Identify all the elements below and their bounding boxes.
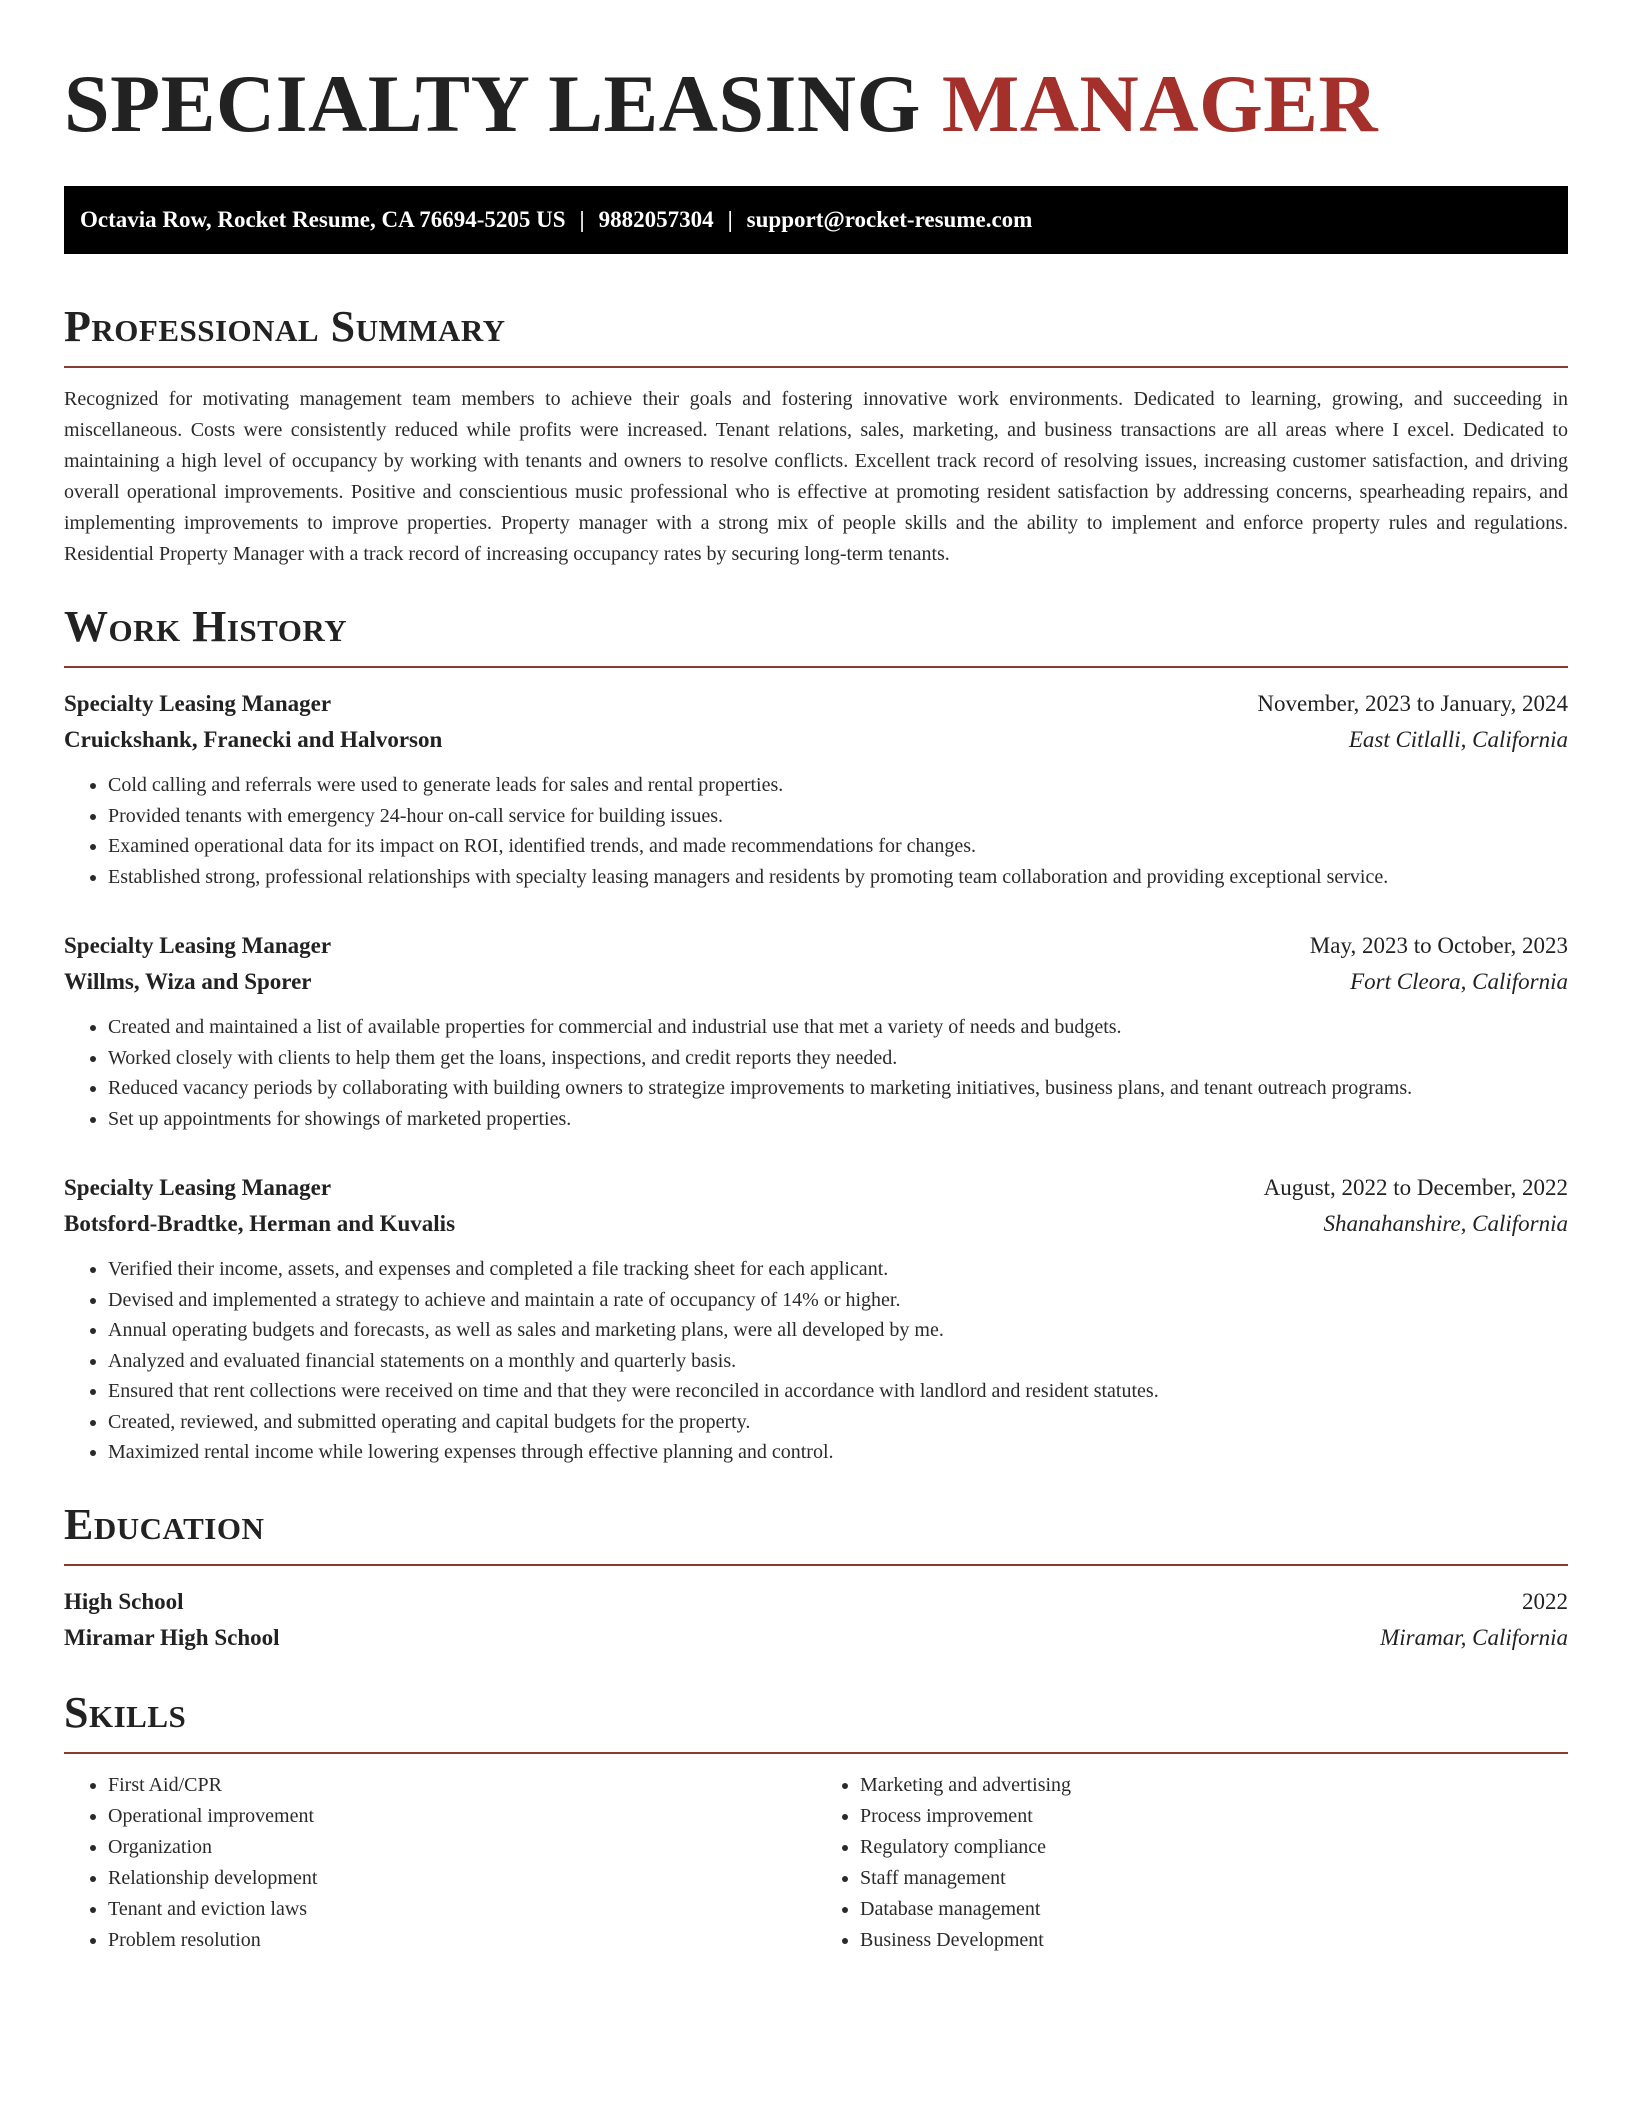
skill-item: • Business Development <box>860 1925 1568 1956</box>
summary-text: Recognized for motivating management team members to achieve their goals and fostering innovative work environments. Dedicated to learning, growing, and succeeding in miscellaneous. Costs were consistently reduced while profits were increased. Tenant relations, sales, marketing, and business transactions are all areas where I excel. Dedicated to maintaining a high level of occupancy by working with tenants and owners to resolve conflicts. Excellent track record of resolving issues, increasing customer satisfaction, and driving overall operational improvements. Positive and conscientious music professional who is effective at promoting resident satisfaction by addressing concerns, spearheading repairs, and implementing improvements to improve properties. Property manager with a strong mix of people skills and the ability to implement and enforce property rules and regulations. Residential Property Manager with a track record of increasing occupancy rates by securing long-term tenants. <box>64 388 1568 565</box>
education-entry <box>64 1584 1568 1656</box>
duty-item: • Created, reviewed, and submitted operating and capital budgets for the property. <box>108 1407 1568 1438</box>
skills-grid <box>64 1770 1568 1956</box>
duty-item: • Set up appointments for showings of marketed properties. <box>108 1104 1568 1135</box>
job-header-row <box>64 928 1568 964</box>
job-entry <box>64 686 1568 892</box>
section-divider <box>64 366 1568 368</box>
section-divider <box>64 1564 1568 1566</box>
skill-item: • Operational improvement <box>108 1801 816 1832</box>
job-company-row <box>64 722 1568 758</box>
work-history-section <box>64 600 1568 1468</box>
duty-item: • Ensured that rent collections were received on time and that they were reconciled in accordance with landlord and resident statutes. <box>108 1376 1568 1407</box>
skills-section <box>64 1686 1568 1956</box>
job-role: Specialty Leasing Manager <box>64 691 332 716</box>
duty-item: • Cold calling and referrals were used to generate leads for sales and rental properties. <box>108 770 1568 801</box>
skill-item: • Marketing and advertising <box>860 1770 1568 1801</box>
job-location: Fort Cleora, California <box>1350 969 1568 994</box>
education-heading: Education <box>64 1499 265 1549</box>
education-section <box>64 1498 1568 1656</box>
job-company: Botsford-Bradtke, Herman and Kuvalis <box>64 1211 456 1236</box>
section-divider <box>64 1752 1568 1754</box>
job-dates: November, 2023 to January, 2024 <box>1257 691 1568 716</box>
job-entry <box>64 1170 1568 1468</box>
contact-separator: | <box>727 207 733 232</box>
duty-item: • Maximized rental income while lowering expenses through effective planning and control. <box>108 1437 1568 1468</box>
skills-list <box>816 1770 1568 1956</box>
section-divider <box>64 666 1568 668</box>
contact-separator: | <box>579 207 585 232</box>
contact-email: support@rocket-resume.com <box>746 207 1033 232</box>
education-location: Miramar, California <box>1380 1624 1568 1650</box>
duty-item: • Annual operating budgets and forecasts, as well as sales and marketing plans, were all developed by me. <box>108 1315 1568 1346</box>
duty-item: • Established strong, professional relationships with specialty leasing managers and residents by promoting team collaboration and providing exceptional service. <box>108 862 1568 893</box>
duty-item: • Verified their income, assets, and expenses and completed a file tracking sheet for each applicant. <box>108 1254 1568 1285</box>
skill-item: • Process improvement <box>860 1801 1568 1832</box>
contact-address: Octavia Row, Rocket Resume, CA 76694-5205 US <box>80 207 566 232</box>
duty-item: • Reduced vacancy periods by collaborating with building owners to strategize improvements to marketing initiatives, business plans, and tenant outreach programs. <box>108 1073 1568 1104</box>
job-company-row <box>64 1206 1568 1242</box>
summary-section <box>64 300 1568 570</box>
job-header-row <box>64 686 1568 722</box>
duty-item: • Worked closely with clients to help them get the loans, inspections, and credit reports they needed. <box>108 1043 1568 1074</box>
skill-item: • Regulatory compliance <box>860 1832 1568 1863</box>
skill-item: • Tenant and eviction laws <box>108 1894 816 1925</box>
skills-list <box>64 1770 816 1956</box>
job-role: Specialty Leasing Manager <box>64 1175 332 1200</box>
education-school-row <box>64 1620 1568 1656</box>
job-role: Specialty Leasing Manager <box>64 933 332 958</box>
job-duties <box>64 1254 1568 1468</box>
job-company: Willms, Wiza and Sporer <box>64 969 312 994</box>
education-degree-row <box>64 1584 1568 1620</box>
job-location: Shanahanshire, California <box>1323 1211 1568 1236</box>
job-company: Cruickshank, Franecki and Halvorson <box>64 727 443 752</box>
job-dates: August, 2022 to December, 2022 <box>1263 1175 1568 1200</box>
summary-heading: Professional Summary <box>64 302 506 351</box>
skills-column-right <box>816 1770 1568 1956</box>
skill-item: • Organization <box>108 1832 816 1863</box>
job-company-row <box>64 964 1568 1000</box>
skill-item: • Problem resolution <box>108 1925 816 1956</box>
skill-item: • First Aid/CPR <box>108 1770 816 1801</box>
title-part-2: MANAGER <box>941 58 1379 149</box>
job-duties <box>64 770 1568 892</box>
duty-item: • Devised and implemented a strategy to achieve and maintain a rate of occupancy of 14% or higher. <box>108 1285 1568 1316</box>
skill-item: • Relationship development <box>108 1863 816 1894</box>
skills-heading: Skills <box>64 1687 187 1737</box>
contact-bar <box>64 186 1568 254</box>
skill-item: • Database management <box>860 1894 1568 1925</box>
duty-item: • Analyzed and evaluated financial statements on a monthly and quarterly basis. <box>108 1346 1568 1377</box>
skill-item: • Staff management <box>860 1863 1568 1894</box>
work-history-heading: Work History <box>64 602 348 651</box>
duty-item: • Created and maintained a list of available properties for commercial and industrial use that met a variety of needs and budgets. <box>108 1012 1568 1043</box>
job-dates: May, 2023 to October, 2023 <box>1309 933 1568 958</box>
education-year: 2022 <box>1522 1588 1568 1614</box>
job-entry <box>64 928 1568 1134</box>
job-duties <box>64 1012 1568 1134</box>
education-degree: High School <box>64 1588 184 1614</box>
duty-item: • Examined operational data for its impact on ROI, identified trends, and made recommendations for changes. <box>108 831 1568 862</box>
resume-title <box>64 56 1568 152</box>
education-school: Miramar High School <box>64 1624 280 1650</box>
skills-column-left <box>64 1770 816 1956</box>
contact-phone: 9882057304 <box>598 207 714 232</box>
duty-item: • Provided tenants with emergency 24-hour on-call service for building issues. <box>108 801 1568 832</box>
job-location: East Citlalli, California <box>1348 727 1568 752</box>
job-header-row <box>64 1170 1568 1206</box>
title-part-1: SPECIALTY LEASING <box>64 58 921 149</box>
